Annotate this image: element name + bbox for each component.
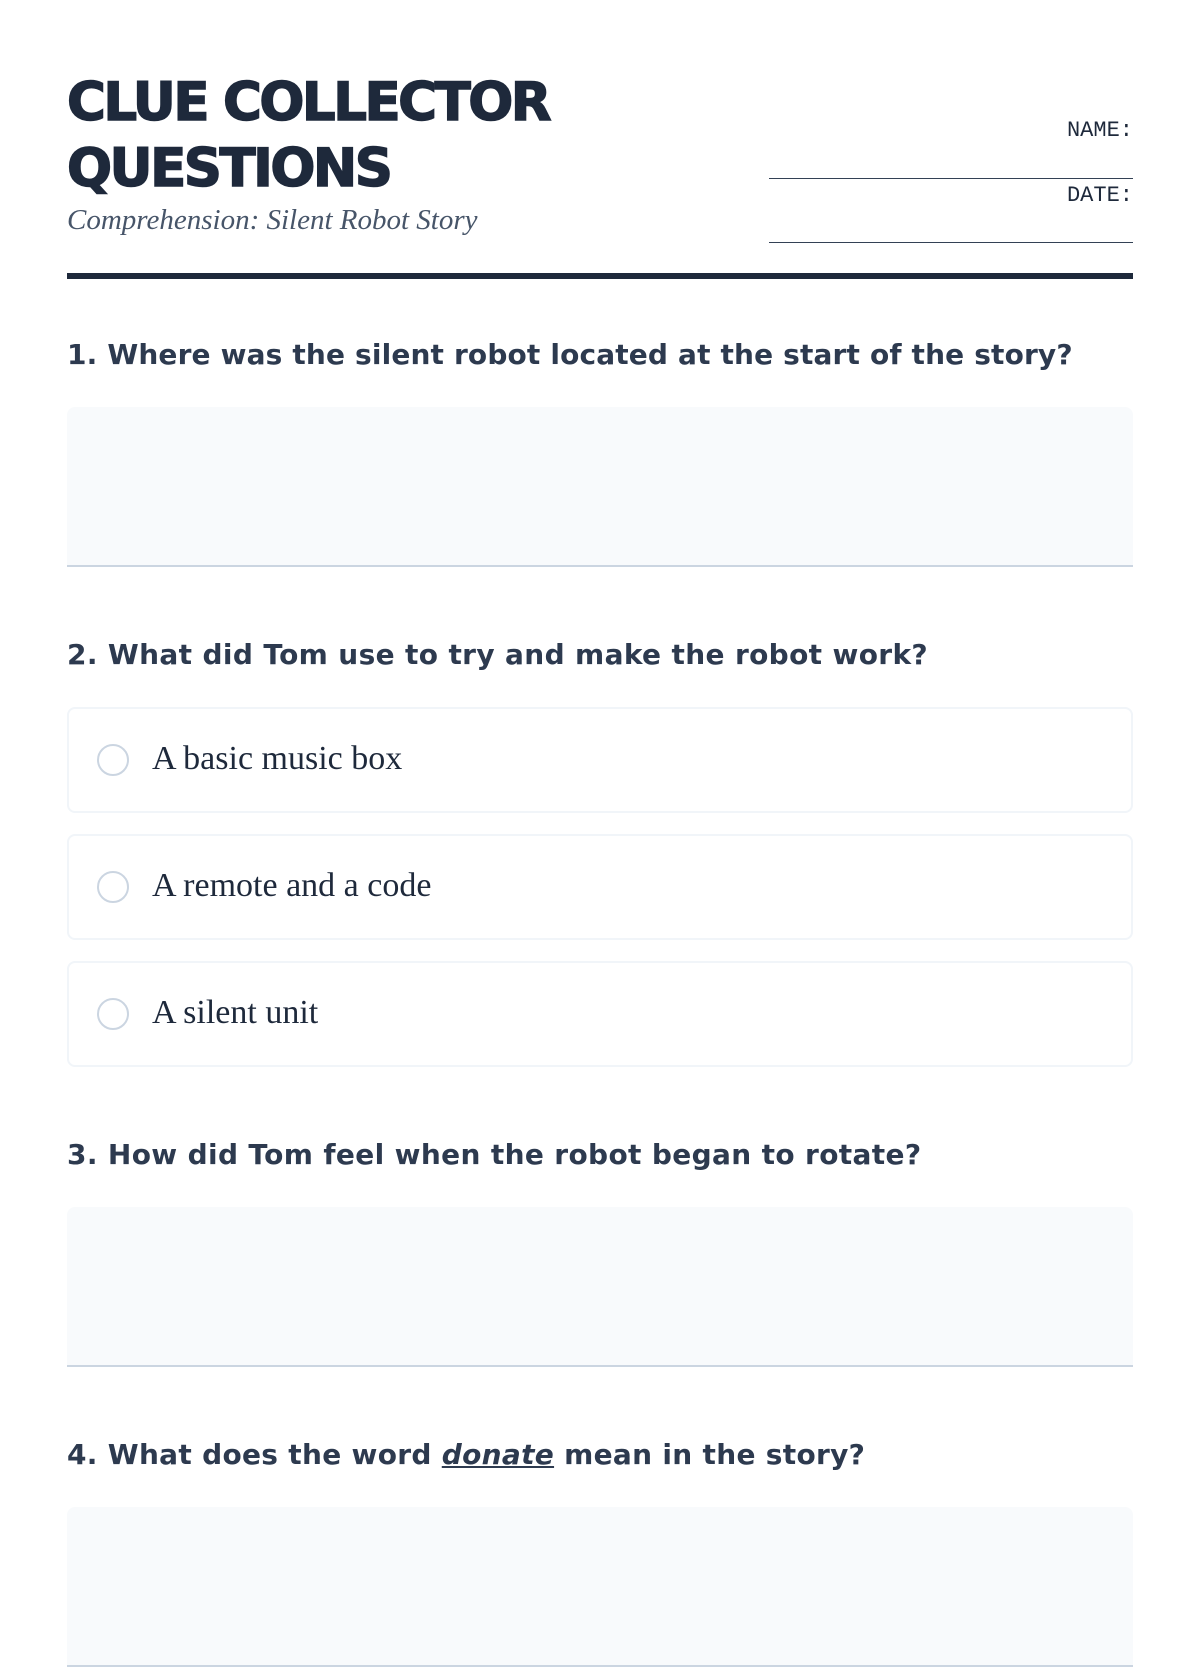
vocabulary-keyword: donate [441, 1438, 555, 1471]
worksheet-header [67, 0, 1133, 282]
option-a-remote-and-a-code[interactable] [67, 834, 1133, 940]
name-field[interactable] [769, 114, 1133, 179]
question-4 [67, 1438, 865, 1471]
question-3: 3. How did Tom feel when the robot began to rotate? [67, 1138, 922, 1171]
date-field[interactable] [769, 179, 1133, 243]
student-info-fields [769, 114, 1133, 243]
question-4-prefix: 4. What does the word [67, 1438, 442, 1471]
name-label: NAME: [1066, 118, 1133, 143]
answer-box-3[interactable] [67, 1207, 1133, 1367]
worksheet-page [67, 0, 1133, 1471]
question-4-suffix: mean in the story? [554, 1438, 866, 1471]
radio-button[interactable] [97, 871, 129, 903]
title-line-2: QUESTIONS [67, 138, 391, 199]
option-a-silent-unit[interactable] [67, 961, 1133, 1067]
option-label: A silent unit [152, 994, 319, 1031]
question-1: 1. Where was the silent robot located at the start of the story? [67, 338, 1073, 371]
option-label: A basic music box [152, 740, 403, 777]
worksheet-title [67, 70, 549, 202]
answer-box-1[interactable] [67, 407, 1133, 567]
answer-box-4[interactable] [67, 1507, 1133, 1667]
header-divider [67, 273, 1133, 279]
radio-button[interactable] [97, 744, 129, 776]
question-2: 2. What did Tom use to try and make the robot work? [67, 638, 929, 671]
title-line-1: CLUE COLLECTOR [67, 72, 550, 133]
date-label: DATE: [1066, 183, 1133, 208]
worksheet-subtitle: Comprehension: Silent Robot Story [67, 204, 478, 236]
radio-button[interactable] [97, 998, 129, 1030]
option-a-basic-music-box[interactable] [67, 707, 1133, 813]
option-label: A remote and a code [152, 867, 432, 904]
